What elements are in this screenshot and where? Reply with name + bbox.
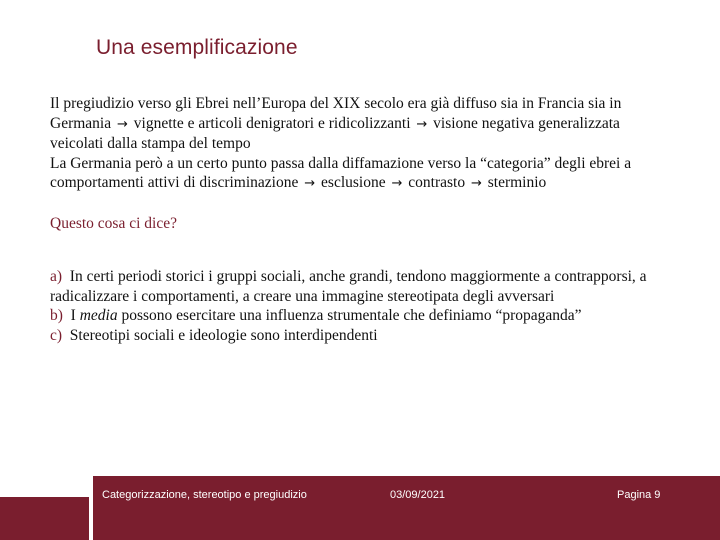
footer-date: 03/09/2021 (390, 489, 446, 501)
footer-bar (93, 476, 720, 540)
list-item-text: possono esercitare una influenza strumentale che definiamo “propaganda” (121, 307, 582, 324)
paragraph-prejudice-history (50, 94, 650, 154)
footer-accent-block (0, 497, 89, 540)
list-marker: a) (50, 268, 63, 285)
paragraph-segment: sterminio (487, 174, 547, 191)
list-marker: b) (50, 307, 63, 324)
list-item-emphasis: media (79, 307, 118, 324)
slide-title: Una esemplificazione (96, 36, 298, 59)
arrow-right-icon: → (304, 176, 316, 191)
list-item-text: In certi periodi storici i gruppi sociali, anche grandi, tendono maggiormente a contrapporsi, a radicalizzare i comportamenti, a creare una immagine stereotipata degli avversari (50, 268, 647, 305)
list-item (50, 306, 650, 326)
arrow-right-icon: → (470, 176, 482, 191)
paragraph-segment: La Germania però a un certo punto passa dalla diffamazione verso la “categoria” degli ebrei a comportamenti attivi di discriminazione (50, 154, 632, 191)
arrow-right-icon: → (116, 116, 128, 132)
paragraph-segment: vignette e articoli denigratori e ridicolizzanti (133, 114, 411, 132)
list-item (50, 326, 650, 346)
paragraph-segment: Il pregiudizio verso gli Ebrei nell’Europa del XIX secolo era già diffuso sia in Francia sia in Germania (50, 95, 622, 132)
paragraph-segment: contrasto (408, 174, 466, 191)
paragraph-segment: esclusione (321, 174, 386, 191)
list-item (50, 267, 650, 306)
paragraph-germany (50, 154, 650, 194)
list-marker: c) (50, 326, 63, 344)
paragraph-segment: visione negativa generalizzata veicolati dalla stampa del tempo (50, 114, 620, 152)
footer-course-title: Categorizzazione, stereotipo e pregiudizio (102, 489, 307, 501)
list-item-text: I (70, 307, 76, 324)
slide-body (50, 94, 650, 345)
list-item-text: Stereotipi sociali e ideologie sono interdipendenti (69, 326, 378, 344)
footer-page-number: Pagina 9 (617, 489, 661, 501)
question-heading: Questo cosa ci dice? (50, 214, 177, 232)
arrow-right-icon: → (416, 116, 428, 132)
arrow-right-icon: → (391, 176, 403, 191)
